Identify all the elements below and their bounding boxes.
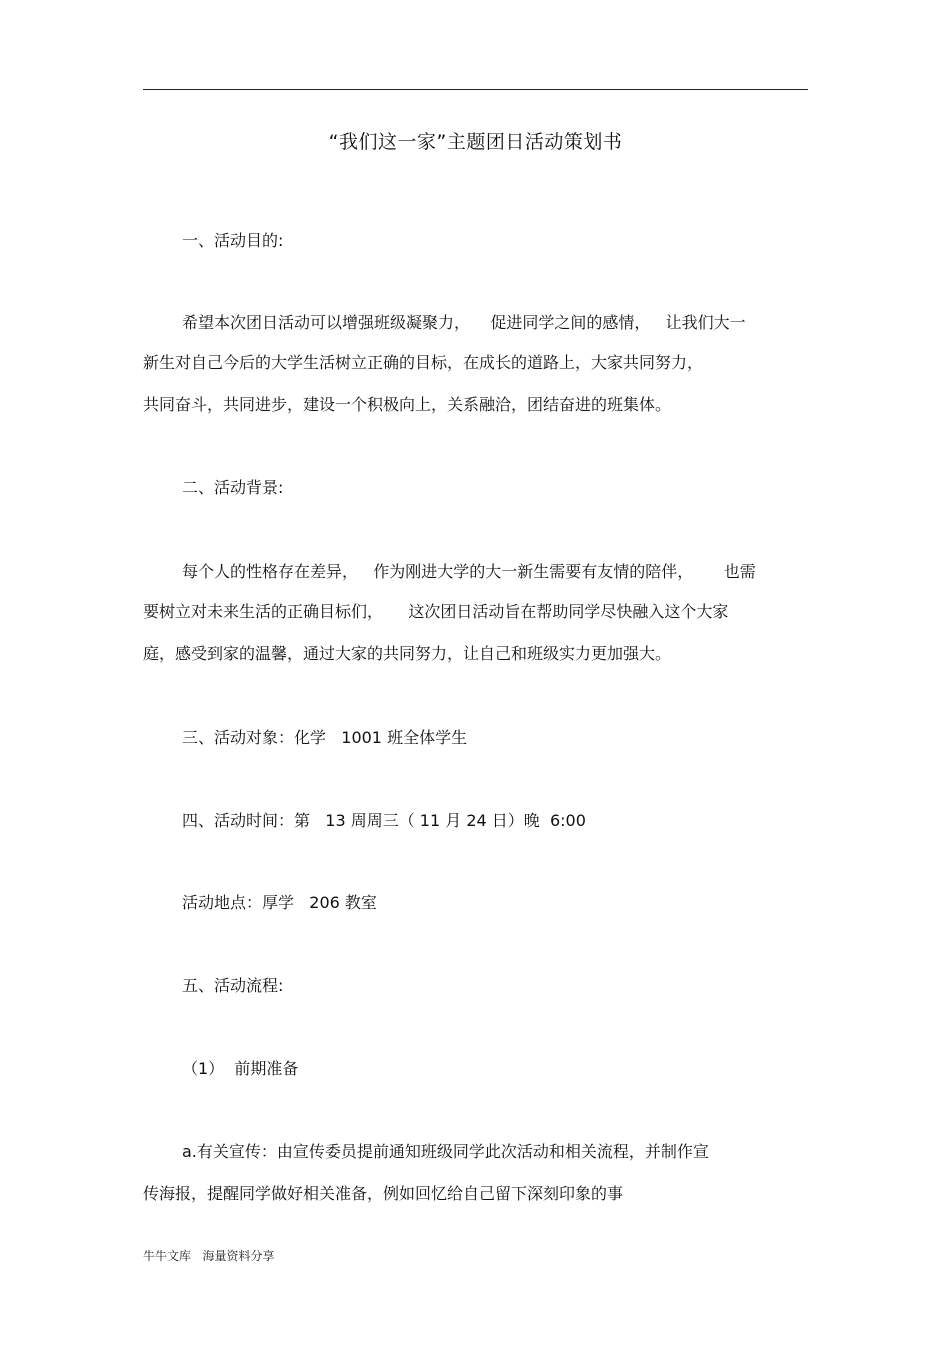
purpose-paragraph-line-1: 希望本次团日活动可以增强班级凝聚力， 促进同学之间的感情， 让我们大一 — [182, 313, 746, 332]
purpose-paragraph-line-3: 共同奋斗，共同进步，建设一个积极向上，关系融洽，团结奋进的班集体。 — [143, 395, 672, 414]
purpose-paragraph-line-2: 新生对自己今后的大学生活树立正确的目标，在成长的道路上，大家共同努力， — [143, 353, 704, 372]
background-paragraph-line-3: 庭，感受到家的温馨，通过大家的共同努力，让自己和班级实力更加强大。 — [143, 644, 672, 663]
page-footer: 牛牛文库 海量资料分享 — [143, 1249, 275, 1263]
activity-time: 四、活动时间：第 13 周周三（ 11 月 24 日）晚 6:00 — [182, 811, 586, 830]
background-heading: 二、活动背景: — [182, 478, 284, 497]
document-title: “我们这一家”主题团日活动策划书 — [328, 131, 623, 153]
prep-paragraph-line-1: a.有关宣传：由宣传委员提前通知班级同学此次活动和相关流程，并制作宣 — [182, 1142, 709, 1161]
background-paragraph-line-2: 要树立对未来生活的正确目标们， 这次团日活动旨在帮助同学尽快融入这个大家 — [143, 602, 729, 621]
activity-location: 活动地点：厚学 206 教室 — [182, 893, 377, 912]
process-heading: 五、活动流程: — [182, 976, 284, 995]
prep-heading: （1） 前期准备 — [182, 1059, 299, 1078]
activity-target: 三、活动对象：化学 1001 班全体学生 — [182, 728, 468, 747]
prep-paragraph-line-2: 传海报，提醒同学做好相关准备，例如回忆给自己留下深刻印象的事 — [143, 1184, 624, 1203]
background-paragraph-line-1: 每个人的性格存在差异， 作为刚进大学的大一新生需要有友情的陪伴， 也需 — [182, 562, 756, 581]
header-rule — [143, 89, 808, 90]
purpose-heading: 一、活动目的: — [182, 231, 284, 250]
